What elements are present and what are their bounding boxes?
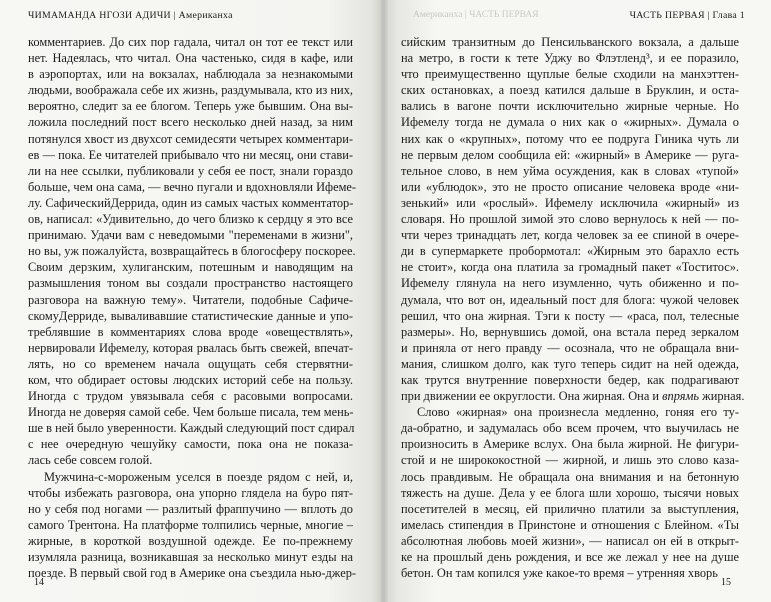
- text-line-segment: или «ублюдок», это не просто описание человека вроде «ни-: [401, 179, 739, 194]
- text-line-segment: чтобы избежать разговора, она упорно глядела на буро пят-: [28, 485, 353, 500]
- text-line-segment: произносить в Америке вслух. Она была жирной. Не фигури-: [401, 437, 739, 452]
- text-line: [28, 404, 353, 420]
- text-line: [28, 275, 353, 291]
- text-line-segment: посетителей в месяц, ей прилично платили за выступления,: [401, 501, 739, 516]
- text-line: [28, 163, 353, 179]
- text-line-segment: как трутся внутренние поверхности бедер, как подрагивают: [401, 372, 739, 387]
- text-line: [28, 308, 353, 324]
- text-line-segment: вались в вагоне почти исключительно жирные черные. Но: [401, 99, 739, 114]
- text-line: [28, 324, 353, 340]
- text-line-segment: словаря. Но прошлой зимой это слово вернулось к ней — по-: [401, 212, 739, 227]
- text-line: [28, 34, 353, 50]
- text-line-segment: размеры». Но, вернувшись домой, она встала перед зеркалом: [401, 324, 739, 339]
- text-line: [28, 469, 353, 485]
- text-line: [401, 356, 739, 372]
- text-line: [401, 324, 739, 340]
- text-line-segment: изумляла разница, возникавшая за несколько минут езды на: [28, 550, 353, 564]
- text-line: [401, 114, 739, 130]
- page-number-right: 15: [721, 577, 731, 588]
- text-line-segment: ов, написал: «Удивительно, до чего близко к сердцу я это все: [28, 212, 353, 227]
- page-number-left: 14: [34, 577, 44, 588]
- text-line: [401, 211, 739, 227]
- text-line: [401, 147, 739, 163]
- text-line: [401, 517, 739, 533]
- text-line-segment: стой и не ширококостной — жирной, и лишь это слово каза-: [401, 453, 739, 468]
- text-line: [28, 420, 353, 436]
- text-line-segment: скомуДерриде, вываливавшие статистические данные и упо-: [28, 308, 353, 323]
- text-line: [401, 372, 739, 388]
- text-line: [28, 131, 353, 147]
- text-line-segment: вероятно, следит за ее блогом. Теперь уже бывшим. Она вы-: [28, 99, 353, 114]
- text-line: [28, 211, 353, 227]
- faded-bleedthrough-text: Американха | ЧАСТЬ ПЕРВАЯ: [413, 10, 539, 20]
- text-line-segment: Иногда с трудом увязывала себя с расовыми вопросами.: [28, 389, 353, 404]
- text-line: [28, 292, 353, 308]
- text-line-segment: ских остановках, а поезд катился дальше в Бруклин, и оста-: [401, 83, 739, 98]
- text-line: [28, 372, 353, 388]
- right-page: [383, 0, 771, 602]
- text-line-segment: сийским транзитным до Пенсильванского вокзала, а дальше: [401, 35, 739, 49]
- text-line-segment: жирные, в короткой воздушной одежде. Ее по-прежнему: [28, 533, 353, 548]
- text-line-segment: в аэропортах, или на вокзалах, наблюдала за незнакомыми: [28, 67, 353, 82]
- text-line: [28, 98, 353, 114]
- text-line-segment: больше, чем она сама, — вечно пугали и вдохновляли Ифеме-: [28, 179, 357, 194]
- text-line: [401, 308, 739, 324]
- text-line: [28, 66, 353, 82]
- text-line: [401, 227, 739, 243]
- text-line-emphasis: впрямь: [662, 389, 700, 404]
- text-line-segment: ке на прошлый день рождения, и все же лежал у нее на душе: [401, 550, 739, 564]
- text-line-segment: нервировали Ифемелу, которая рвалась быть свежей, впечат-: [28, 340, 353, 355]
- text-line-segment: на метро, в гости к тете Уджу во Флэтленд³, и ее поразило,: [401, 51, 739, 66]
- text-line-segment: самого Трентона. На платформе толпились черные, многие –: [28, 517, 353, 532]
- text-line-segment: с нее очередную чешуйку самости, пока она не показа-: [28, 437, 353, 452]
- text-line: [401, 243, 739, 259]
- text-line: [28, 533, 353, 549]
- running-head-left: ЧИМАМАНДА НГОЗИ АДИЧИ | Американха: [28, 10, 233, 21]
- text-line-segment: лу. СафическийДеррида, один из самых частых комментатор-: [28, 195, 354, 210]
- text-line-segment: ли на нее ссылки, публиковали у себя ее пост, знали гораздо: [28, 163, 353, 178]
- text-line-segment: мания, слишком долго, как туго теперь сидит на ней одежда,: [401, 356, 739, 371]
- text-line-segment: лось правдивым. Не обращала она внимания и на бетонную: [401, 469, 739, 484]
- text-line-segment: них как о «крупных», потому что ее подруга Гиника чуть ли: [401, 131, 739, 146]
- text-line-segment: поезде. В первый свой год в Америке она съездила нью-джер-: [28, 566, 357, 581]
- text-line: [28, 549, 353, 565]
- text-line: [401, 340, 739, 356]
- text-line: [401, 34, 739, 50]
- text-line: [28, 356, 353, 372]
- text-line: [28, 501, 353, 517]
- text-line-segment: не стоит», когда она платила за громадный пакет «Тоститос».: [401, 260, 739, 275]
- text-line: [28, 565, 357, 581]
- text-line-segment: нет. Надеялась, что читал. Она частенько, сидя в кафе, или: [28, 51, 353, 66]
- text-line: [401, 501, 739, 517]
- text-line-segment: ложила последний пост всего несколько дней назад, за ним: [28, 115, 353, 130]
- text-line: [28, 436, 353, 452]
- text-line: [28, 227, 353, 243]
- text-line: [401, 66, 739, 82]
- text-line-segment: думала, что вот он, идеальный пост для блога: чужой человек: [401, 292, 739, 307]
- text-line-segment: но у себя под ногами — разлитый фраппучино — вплоть до: [28, 501, 353, 516]
- text-line-segment: лась себе совсем голой.: [28, 453, 153, 468]
- text-line: [401, 452, 739, 468]
- text-line-segment: ев — пока. Ее читателей прибывало что ни месяц, они стави-: [28, 147, 353, 162]
- text-line-segment: людьми, воображала себе их жизнь, раздумывала, кто из них,: [28, 83, 353, 98]
- text-line-segment: бетон. Он там копился уже какое-то время – утренняя хворь: [401, 566, 718, 581]
- text-line: [401, 420, 739, 436]
- text-line: [28, 388, 353, 404]
- text-line: [401, 388, 745, 404]
- text-line: [28, 114, 353, 130]
- text-line: [401, 549, 739, 565]
- text-line-segment: ше в ней было уверенности. Каждый следующий пост сдирал: [28, 421, 355, 436]
- text-line-segment: при движении ее округлости. Она жирная. Она и: [401, 389, 663, 404]
- text-line-segment: принимаю. Удачи вам с неведомыми "переменами в жизни",: [28, 228, 353, 243]
- text-line-segment: тяжесть на душе. Дела у ее блога шли хорошо, тысячи новых: [401, 485, 739, 500]
- text-line: [401, 469, 739, 485]
- text-line-segment: имелась стипендия в Принстоне и отношения с Блейном. «Ты: [401, 517, 739, 532]
- text-line-segment: и приняла от него правду — осознала, что не обращала вни-: [401, 340, 739, 355]
- text-line-segment: комментариев. До сих пор гадала, читал он тот ее текст или: [28, 35, 353, 49]
- text-line-segment: тельное слово, в нем уйма осуждения, как в словах «тупой»: [401, 163, 739, 178]
- text-line: [401, 436, 739, 452]
- text-line-segment: Иногда не доверяя самой себе. Чем больше писала, тем мень-: [28, 405, 354, 420]
- book-gutter: [380, 0, 388, 602]
- text-line: [28, 485, 353, 501]
- text-line: [401, 82, 739, 98]
- text-line: [28, 259, 353, 275]
- text-line-segment: Ифемелу тогда не думала о них как о «жирных». Думала о: [401, 115, 739, 130]
- text-line: [28, 82, 353, 98]
- text-line-segment: решил, что она жирная. Тэги к посту — «раса, пол, телесные: [401, 308, 739, 323]
- text-line: [28, 50, 353, 66]
- text-line: [401, 179, 739, 195]
- text-line-segment: лять, но со временем начала ощущать себя стервятни-: [28, 356, 353, 371]
- text-line-segment: чти через тринадцать лет, когда человек за ее спиной в очере-: [401, 228, 739, 243]
- text-line: [401, 292, 739, 308]
- text-line-segment: Ифемелу глянула на него изумленно, чуть обиженно и по-: [401, 276, 739, 291]
- text-line-segment: абсолютная любовь моей жизни», — написал он ей в открыт-: [401, 533, 739, 548]
- text-line-segment: Слово «жирная» она произнесла медленно, гоняя его ту-: [417, 405, 739, 420]
- text-line-segment: жирная.: [699, 389, 745, 404]
- text-line: [401, 485, 739, 501]
- text-line-segment: размышления тоном вы создали пространство настоящего: [28, 276, 353, 291]
- text-line-segment: да-обратно, и задумалась обо всем прочем, что выучилась не: [401, 421, 739, 436]
- text-line: [401, 565, 739, 581]
- left-page: [0, 0, 383, 602]
- text-line: [401, 533, 739, 549]
- text-line-segment: зенький» или «рослый». Ифемелу исключила «жирный» из: [401, 195, 739, 210]
- text-line-segment: не первым делом сообщила ей: «жирный» в Америке — руга-: [401, 147, 739, 162]
- text-line: [28, 452, 353, 468]
- text-line: [401, 195, 739, 211]
- text-line: [401, 404, 739, 420]
- text-line: [401, 50, 739, 66]
- text-line-segment: но вы, уж пожалуйста, возвращайтесь в блогосферу поскорее.: [28, 244, 356, 259]
- text-line-segment: разговора на важную тему». Читатели, подобные Сафиче-: [28, 292, 353, 307]
- text-line: [28, 147, 353, 163]
- text-line: [28, 195, 353, 211]
- text-line: [401, 275, 739, 291]
- text-line: [28, 243, 356, 259]
- text-line-segment: потянулся хвост из двухсот семидесяти четырех комментари-: [28, 131, 353, 146]
- text-line: [28, 517, 353, 533]
- left-text-block: [28, 34, 357, 581]
- text-line: [28, 179, 357, 195]
- text-line-segment: Мужчина-с-мороженым уселся в поезде рядом с ней, и,: [44, 469, 353, 484]
- text-line: [401, 259, 739, 275]
- text-line: [401, 131, 739, 147]
- text-line-segment: треблявшие в комментариях слова вроде «овеществлять»,: [28, 324, 353, 339]
- text-line: [28, 340, 353, 356]
- running-head-right: ЧАСТЬ ПЕРВАЯ | Глава 1: [629, 10, 745, 21]
- text-line: [401, 163, 739, 179]
- text-line-segment: ком, что обдирает остовы людских историй себе на пользу.: [28, 372, 353, 387]
- text-line-segment: что преимущественно щуплые белые сходили на манхэттен-: [401, 67, 739, 82]
- text-line: [401, 98, 739, 114]
- text-line-segment: Своим дерзким, хулиганским, потешным и наводящим на: [28, 260, 353, 275]
- text-line-segment: ди в супермаркете пробормотал: «Жирным это барахло есть: [401, 244, 739, 259]
- right-text-block: [401, 34, 745, 581]
